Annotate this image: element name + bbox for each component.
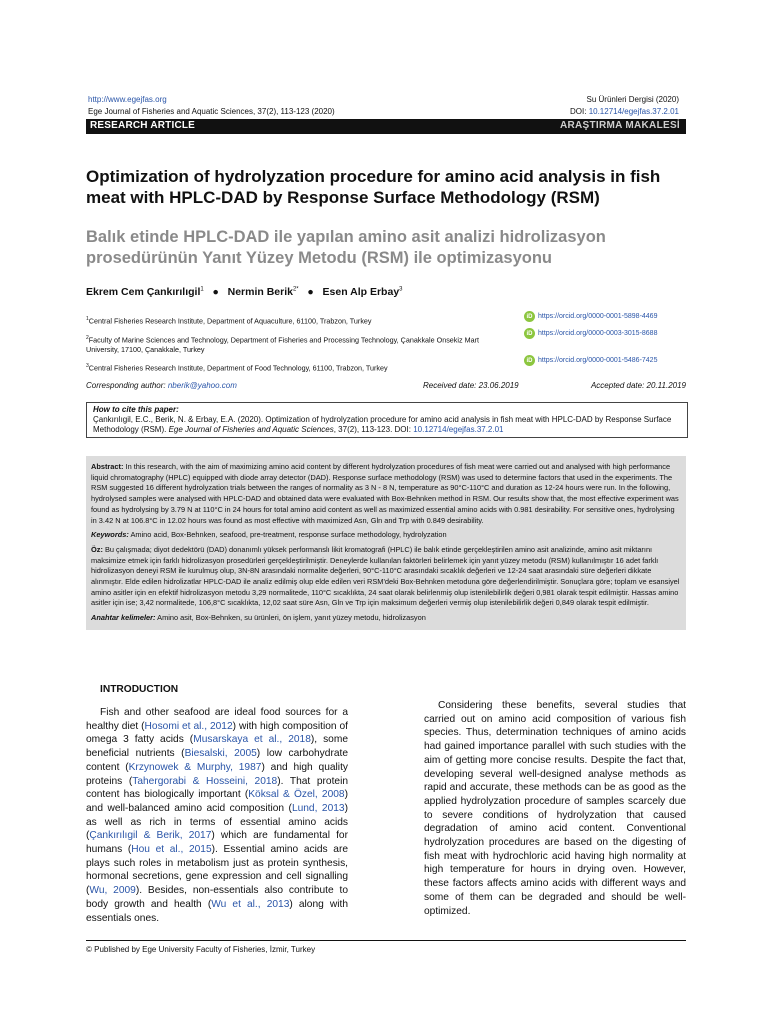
- author-affiliation-mark: 1: [200, 286, 204, 293]
- body-text: ) low carbohydrate content (: [86, 748, 348, 773]
- received-date: Received date: 23.06.2019: [423, 381, 519, 390]
- journal-turkish-name: Su Ürünleri Dergisi (2020): [586, 95, 679, 104]
- body-text: ), some beneficial nutrients (: [86, 734, 348, 760]
- doi-line: [570, 106, 679, 118]
- citation-link[interactable]: Çankırılıgil & Berik, 2017: [89, 830, 212, 842]
- body-text: ) along with essentials ones.: [86, 898, 348, 924]
- author-name: Ekrem Cem Çankırılıgil: [86, 286, 201, 298]
- doi-link[interactable]: 10.12714/egejfas.37.2.01: [588, 107, 679, 116]
- keywords-text: Amino acid, Box-Behnken, seafood, pre-treatment, response surface methodology, hydrolyzation: [130, 530, 447, 540]
- doi-label: DOI:: [570, 107, 587, 116]
- footer-rule: [86, 940, 686, 941]
- citation-journal: Ege Journal of Fisheries and Aquatic Sciences: [168, 425, 334, 434]
- affiliation-2: [86, 333, 506, 355]
- orcid-entry: [524, 311, 657, 322]
- orcid-link[interactable]: https://orcid.org/0000-0003-3015-8688: [538, 330, 658, 337]
- citation-link[interactable]: Tahergorabi & Hosseini, 2018: [132, 775, 278, 787]
- author-name: Esen Alp Erbay: [322, 286, 400, 298]
- affiliation-text: Central Fisheries Research Institute, Department of Food Technology, 61100, Trabzon, Turkey: [88, 363, 388, 373]
- corresponding-author: [86, 381, 237, 390]
- journal-header-right: [570, 94, 679, 118]
- orcid-link[interactable]: https://orcid.org/0000-0001-5898-4469: [538, 313, 658, 320]
- body-text: Fish and other seafood are ideal food sources for a healthy diet (: [86, 707, 348, 732]
- accepted-date: Accepted date: 20.11.2019: [590, 381, 686, 390]
- author-affiliation-mark: 3: [399, 286, 403, 293]
- abstract-box: [86, 456, 686, 630]
- abstract-label: Abstract:: [91, 462, 124, 471]
- citation-doi-link[interactable]: 10.12714/egejfas.37.2.01: [413, 425, 504, 434]
- orcid-icon: iD: [524, 355, 535, 366]
- article-title-turkish: Balık etinde HPLC-DAD ile yapılan amino asit analizi hidrolizasyon prosedürünün Yanıt Yüzey Metodu (RSM) ile optimizasyonu: [86, 228, 606, 267]
- oz-paragraph: [91, 545, 681, 609]
- citation-volume: , 37(2), 113-123. DOI:: [333, 425, 411, 434]
- citation-link[interactable]: Musarskaya et al., 2018: [193, 734, 311, 746]
- citation-text: [93, 415, 681, 435]
- citation-link[interactable]: Hosomi et al., 2012: [144, 720, 233, 732]
- research-article-label: RESEARCH ARTICLE: [90, 120, 196, 131]
- orcid-entry: [524, 355, 657, 366]
- arastirma-makalesi-label: ARAŞTIRMA MAKALESİ: [559, 120, 680, 131]
- orcid-link[interactable]: https://orcid.org/0000-0001-5486-7425: [538, 357, 658, 364]
- orcid-icon: iD: [524, 328, 535, 339]
- body-text: ) and well-balanced amino acid composition (: [86, 789, 348, 814]
- keywords-paragraph: [91, 530, 681, 541]
- affiliation-text: Faculty of Marine Sciences and Technology, Department of Fisheries and Processing Technology, Çanakkale Onsekiz Mart University, 17100, Çanakkale, Turkey: [86, 335, 479, 355]
- article-title-english: Optimization of hydrolyzation procedure for amino acid analysis in fish meat with HPLC-DAD by Response Surface Methodology (RSM): [86, 167, 661, 207]
- affiliation-3: [86, 361, 506, 373]
- anahtar-kelimeler-paragraph: [91, 613, 681, 624]
- citation-link[interactable]: Wu et al., 2013: [211, 898, 290, 910]
- how-to-cite-heading: How to cite this paper:: [93, 405, 179, 414]
- keywords-label: Keywords:: [91, 530, 129, 540]
- author-separator: ●: [212, 286, 219, 298]
- author-affiliation-mark: 2*: [292, 286, 299, 293]
- journal-header-left: [88, 94, 335, 118]
- citation-authors-title: Çankırılıgil, E.C., Berik, N. & Erbay, E.A. (2020). Optimization of hydrolyzation procedure for amino acid analysis in fish meat with HPLC-DAD by Response Surface Methodology (RSM).: [93, 415, 672, 434]
- affiliation-number: 1: [86, 316, 89, 322]
- journal-citation-line: Ege Journal of Fisheries and Aquatic Sciences, 37(2), 113-123 (2020): [88, 107, 335, 116]
- how-to-cite-box: [86, 402, 688, 438]
- introduction-left-column: [86, 706, 348, 925]
- body-text: ). Besides, non-essentials also contribute to body growth and health (: [86, 885, 348, 910]
- anahtar-kelimeler-label: Anahtar kelimeler:: [91, 613, 156, 623]
- publisher-footer: © Published by Ege University Faculty of Fisheries, İzmir, Turkey: [86, 945, 316, 954]
- article-type-banner: [86, 119, 686, 134]
- citation-link[interactable]: Hou et al., 2015: [131, 844, 212, 856]
- citation-link[interactable]: Wu, 2009: [89, 885, 136, 897]
- introduction-heading: INTRODUCTION: [100, 684, 179, 695]
- oz-text: Bu çalışmada; diyot dedektörü (DAD) donanımlı yüksek performanslı likit kromatografi (HPLC) ile balık etinde gerçekleştirilen amino asit analizinde, amino asit miktarını maksimize etmek için farklı hidrolizasyon prosedürleri gerçekleştirilmiştir. Deneylerde kullanılan faktörleri belirlemek için yanıt yüzey metodu (RSM) kullanılmıştır 16 adet farklı hidrolizasyon deneyi RSM ile kurulmuş olup, 3N-8N arasındaki normalite değerleri, 90°C-110°C arasındaki sıcaklık değerleri ve 12-24 saat arasındaki süre değerleri dikkate alınmıştır. Elde edilen hidrolizatlar HPLC-DAD ile analiz edilmiş olup elde edilen veri RSM'deki Box-Behnken metoduna göre değerlendirilmiştir. Sonuçlara göre; toplam ve esansiyel amino asitler için en efektif hidrolizasyon metodu 3,29 normalitede, 110°C sıcaklıkta, 24 saat olarak belirlenmiş olup istenilebilirlik değeri 0,981 olarak tespit edilmiştir. Hassas amino asitler için ise; 3,42 normalitede, 106,8°C sıcaklıkta, 12,02 saat süre Asn, Gln ve Trp için maksimum değerleri vermiş olup istenilebilirlik değeri 0,849 olarak tespit edilmiştir.: [91, 544, 680, 608]
- abstract-paragraph: [91, 462, 681, 526]
- citation-link[interactable]: Krzynowek & Murphy, 1987: [128, 761, 262, 773]
- orcid-icon: iD: [524, 311, 535, 322]
- body-text: ) as well as rich in terms of essential amino acids (: [86, 802, 348, 842]
- introduction-right-column: Considering these benefits, several studies that carried out on amino acid composition of various fish species. Thus, determination techniques of amino acids had gained importance parallel with such studies with the aim of getting more concise results. Despite the fact that, developing several well-designed analyse methods as rapid and accurate, these methods can be as good as the applied hydrolyzation procedure of samples scarcely due to severe conditions of hydrolyzation that caused degradation of amino acid content. Conventional hydrolyzation procedures are based on the digesting of fish meat with hydrochloric acid having high normality at high temperature for hours in drying oven. However, these factors affects amino acids with different ways and some of them can be degraded and should be well-optimized.: [424, 700, 686, 917]
- corresponding-author-label: Corresponding author:: [86, 381, 166, 390]
- body-text: ) with high composition of omega 3 fatty acids (: [86, 720, 348, 746]
- oz-label: Öz:: [91, 544, 103, 554]
- affiliation-number: 2: [86, 335, 89, 341]
- body-text: ) which are fundamental for humans (: [86, 830, 348, 856]
- body-text: ). That protein content has biologically important (: [86, 775, 349, 801]
- journal-url-link[interactable]: http://www.egejfas.org: [88, 95, 167, 104]
- author-list: [86, 286, 403, 298]
- author-name: Nermin Berik: [227, 286, 293, 298]
- body-text: ). Essential amino acids are plays such roles in metabolism just as protein synthesis, hormonal secretions, gene expression and cell signalling (: [86, 844, 349, 897]
- body-text: ) and high quality proteins (: [86, 761, 348, 787]
- citation-link[interactable]: Lund, 2013: [291, 802, 345, 814]
- author-separator: ●: [307, 286, 314, 298]
- citation-link[interactable]: Biesalski, 2005: [184, 748, 257, 760]
- affiliation-number: 3: [86, 363, 89, 369]
- abstract-text: In this research, with the aim of maximizing amino acid content by different hydrolyzation procedures of fish meat were carried out and analysed with high performance liquid chromatography (HPLC) equipped with diode array detector (DAD). Response surface methodology (RSM) was used to determine factors that used in the experiments. The RSM suggested 16 different hydrolyzation trials between the ranges of normality as 3 N - 8 N, temperature as 90°C-110°C and duration as 12-24 hours were run. In the following, hydrolysed samples were analysed with HPLC-DAD and obtained data were evaluated with Box-Behnken method in RSM. Our results show that, the most effective experiment was found as hydrolysing by 3.79 N at 110°C in 24 hours for total amino acid content as well as maximized essential amino acids with 0.981 desirability. For sensitive ones, hydrolysing in 3.42 N at 106.8°C in 12.02 hours was found as most effective with maximized Asn, Gln and Trp with 0.849 desirability.: [91, 462, 679, 525]
- orcid-entry: [524, 328, 657, 339]
- affiliation-text: Central Fisheries Research Institute, Department of Aquaculture, 61100, Trabzon, Turkey: [88, 316, 372, 326]
- anahtar-kelimeler-text: Amino asit, Box-Behnken, su ürünleri, ön işlem, yanıt yüzey metodu, hidrolizasyon: [157, 613, 426, 623]
- corresponding-email-link[interactable]: nberik@yahoo.com: [167, 381, 237, 390]
- affiliation-1: [86, 314, 506, 326]
- citation-link[interactable]: Köksal & Özel, 2008: [248, 789, 345, 801]
